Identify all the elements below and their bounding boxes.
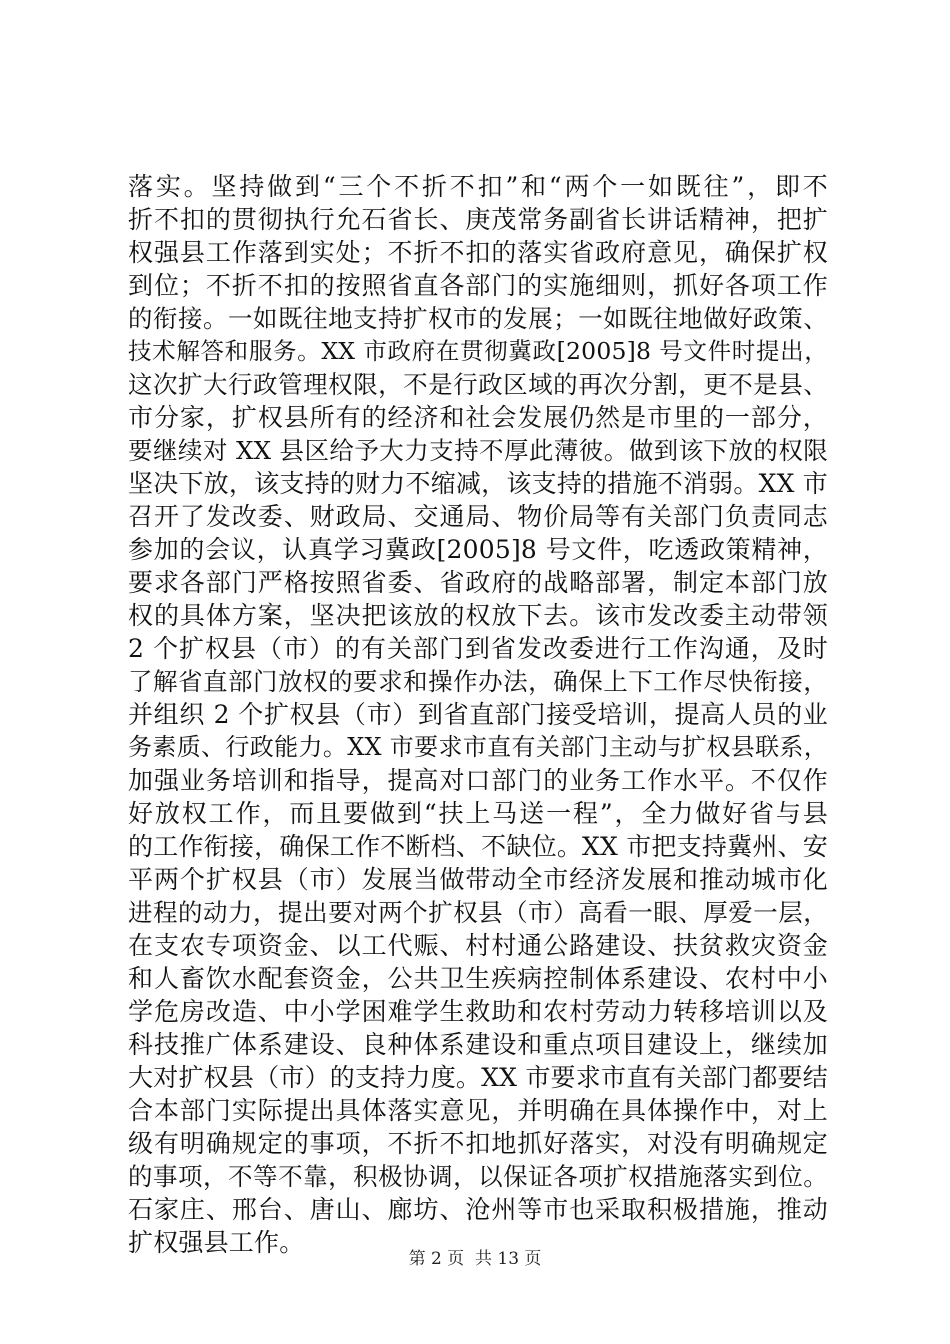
text-line: 2 个扩权县（市）的有关部门到省发改委进行工作沟通，及时 <box>128 634 828 663</box>
text-line: 加强业务培训和指导，提高对口部门的业务工作水平。不仅作 <box>128 766 828 795</box>
text-line: 大对扩权县（市）的支持力度。XX 市要求市直有关部门都要结 <box>128 1063 828 1092</box>
text-line: 务素质、行政能力。XX 市要求市直有关部门主动与扩权县联系， <box>128 733 828 761</box>
text-line: 了解省直部门放权的要求和操作办法，确保上下工作尽快衔接， <box>128 667 828 696</box>
text-line: 落实。坚持做到“三个不折不扣”和“两个一如既往”，即不 <box>128 172 828 201</box>
text-line: 坚决下放，该支持的财力不缩减，该支持的措施不消弱。XX 市 <box>128 469 828 498</box>
text-line: 要求各部门严格按照省委、省政府的战略部署，制定本部门放 <box>128 568 828 597</box>
text-line: 合本部门实际提出具体落实意见，并明确在具体操作中，对上 <box>128 1096 828 1125</box>
text-line: 权的具体方案，坚决把该放的权放下去。该市发改委主动带领 <box>128 601 828 630</box>
text-line: 石家庄、邢台、唐山、廊坊、沧州等市也采取积极措施，推动 <box>128 1195 828 1224</box>
text-line: 在支农专项资金、以工代赈、村村通公路建设、扶贫救灾资金 <box>128 931 828 960</box>
text-line: 平两个扩权县（市）发展当做带动全市经济发展和推动城市化 <box>128 865 828 894</box>
text-line: 参加的会议，认真学习冀政[2005]8 号文件，吃透政策精神， <box>128 535 828 564</box>
text-line: 的衔接。一如既往地支持扩权市的发展；一如既往地做好政策、 <box>128 304 828 333</box>
text-line: 科技推广体系建设、良种体系建设和重点项目建设上，继续加 <box>128 1030 828 1059</box>
text-line: 的事项，不等不靠，积极协调，以保证各项扩权措施落实到位。 <box>128 1162 828 1191</box>
text-line: 权强县工作落到实处；不折不扣的落实省政府意见，确保扩权 <box>128 238 828 267</box>
page-number-label: 第 2 页 共 13 页 <box>408 1249 542 1269</box>
text-line: 扩权强县工作。 <box>128 1228 305 1257</box>
text-line: 级有明确规定的事项，不折不扣地抓好落实，对没有明确规定 <box>128 1129 828 1158</box>
text-line: 折不扣的贯彻执行允石省长、庚茂常务副省长讲话精神，把扩 <box>128 205 828 234</box>
text-line: 的工作衔接，确保工作不断档、不缺位。XX 市把支持冀州、安 <box>128 832 828 861</box>
text-line: 召开了发改委、财政局、交通局、物价局等有关部门负责同志 <box>128 502 828 531</box>
text-line: 市分家，扩权县所有的经济和社会发展仍然是市里的一部分， <box>128 403 828 432</box>
text-line: 这次扩大行政管理权限，不是行政区域的再次分割，更不是县、 <box>128 370 828 399</box>
text-line: 和人畜饮水配套资金，公共卫生疾病控制体系建设、农村中小 <box>128 964 828 993</box>
body-paragraph <box>128 170 828 1259</box>
page-footer <box>0 1248 950 1270</box>
text-line: 学危房改造、中小学困难学生救助和农村劳动力转移培训以及 <box>128 997 828 1026</box>
text-line: 到位；不折不扣的按照省直各部门的实施细则，抓好各项工作 <box>128 271 828 300</box>
text-line: 技术解答和服务。XX 市政府在贯彻冀政[2005]8 号文件时提出， <box>128 337 828 365</box>
text-line: 好放权工作，而且要做到“扶上马送一程”，全力做好省与县 <box>128 799 828 828</box>
text-line: 进程的动力，提出要对两个扩权县（市）高看一眼、厚爱一层， <box>128 898 828 927</box>
text-line: 并组织 2 个扩权县（市）到省直部门接受培训，提高人员的业 <box>128 700 828 729</box>
text-line: 要继续对 XX 县区给予大力支持不厚此薄彼。做到该下放的权限 <box>128 436 828 465</box>
